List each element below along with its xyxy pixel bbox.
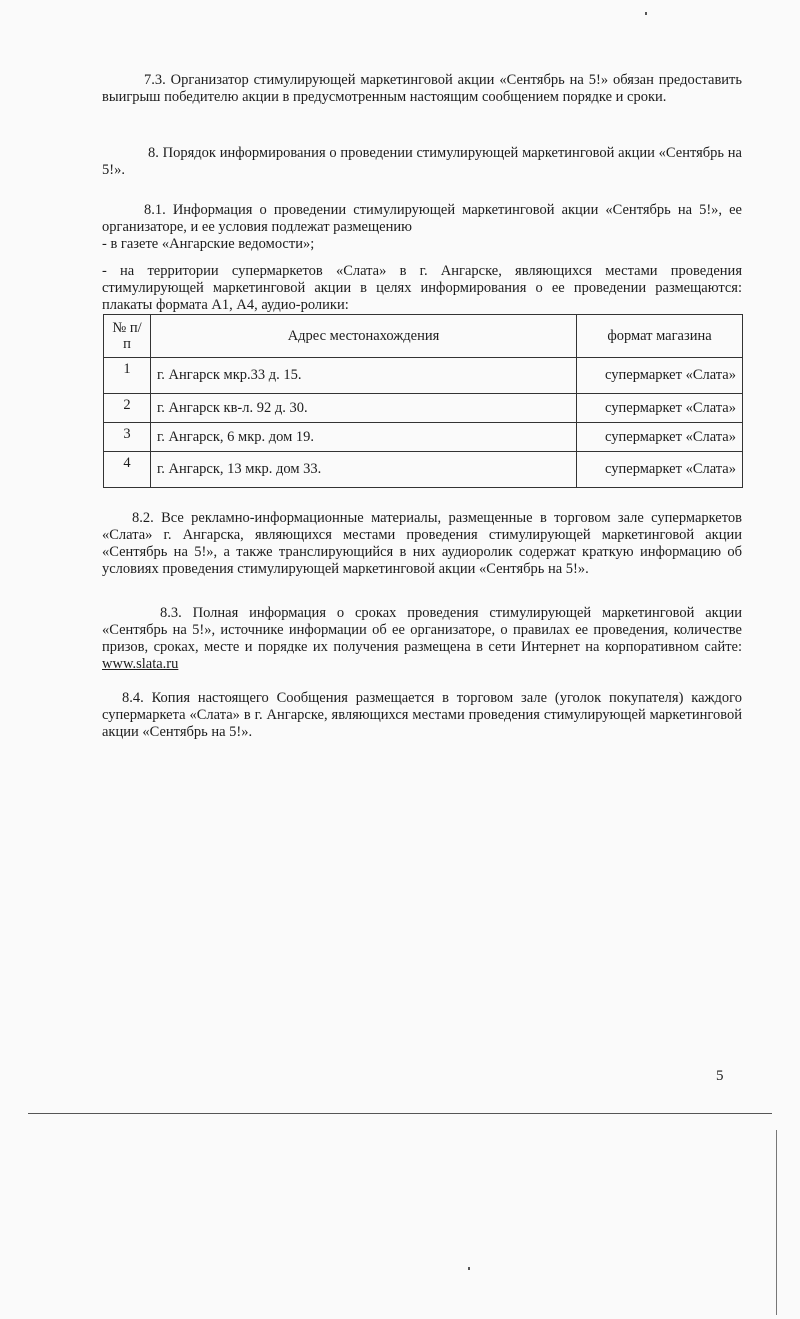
page-number: 5 [716,1068,724,1084]
row-address: г. Ангарск, 13 мкр. дом 33. [151,452,577,488]
paragraph-8-2: 8.2. Все рекламно-информационные материалы, размещенные в торговом зале супермаркетов «Слата» г. Ангарска, являющихся местами проведения стимулирующей маркетинговой акции «Сентябрь на 5!», а также транслирующийся в них аудиоролик содержат краткую информацию об условиях проведения стимулирующей маркетинговой акции «Сентябрь на 5!». [102,510,742,577]
row-address: г. Ангарск мкр.33 д. 15. [151,358,577,394]
row-number: 2 [104,394,151,423]
row-number: 3 [104,423,151,452]
paragraph-8-1-bullet-newspaper: - в газете «Ангарские ведомости»; [102,236,315,252]
row-address: г. Ангарск, 6 мкр. дом 19. [151,423,577,452]
table-header-row [104,315,743,358]
row-format: супермаркет «Слата» [577,394,743,423]
scan-speck [645,12,647,15]
paragraph-8-1-bullet-stores: - на территории супермаркетов «Слата» в г. Ангарске, являющихся местами проведения стимулирующей маркетинговой акции в целях информирования о ее проведении размещаются: плакаты формата А1, А4, аудио-ролики: [102,263,742,313]
table-row [104,452,743,488]
column-header-address: Адрес местонахождения [151,315,577,358]
column-header-number: № п/п [104,315,151,358]
paragraph-8-1-intro: 8.1. Информация о проведении стимулирующей маркетинговой акции «Сентябрь на 5!», ее организаторе, и ее условия подлежат размещению [102,202,742,235]
row-address: г. Ангарск кв-л. 92 д. 30. [151,394,577,423]
column-header-format: формат магазина [577,315,743,358]
row-format: супермаркет «Слата» [577,423,743,452]
section-8-heading: 8. Порядок информирования о проведении стимулирующей маркетинговой акции «Сентябрь на 5!». [102,145,742,178]
paragraph-8-3 [102,605,742,673]
row-format: супермаркет «Слата» [577,358,743,394]
row-number: 1 [104,358,151,394]
row-format: супермаркет «Слата» [577,452,743,488]
row-number: 4 [104,452,151,488]
table-row [104,394,743,423]
table-row [104,423,743,452]
paragraph-7-3: 7.3. Организатор стимулирующей маркетинговой акции «Сентябрь на 5!» обязан предоставить выигрыш победителю акции в предусмотренным настоящим сообщением порядке и сроки. [102,72,742,105]
paragraph-8-4: 8.4. Копия настоящего Сообщения размещается в торговом зале (уголок покупателя) каждого супермаркета «Слата» в г. Ангарске, являющихся местами проведения стимулирующей маркетинговой акции «Сентябрь на 5!». [102,690,742,740]
scan-edge-line [28,1113,772,1114]
paragraph-8-3-text: 8.3. Полная информация о сроках проведения стимулирующей маркетинговой акции «Сентябрь на 5!», источнике информации об ее организаторе, о правилах ее проведения, количестве призов, сроках, месте и порядке их получения размещена в сети Интернет на корпоративном сайте: [102,605,742,655]
corporate-site-link[interactable]: www.slata.ru [102,656,179,672]
table-row [104,358,743,394]
scan-speck [468,1267,470,1270]
store-address-table [103,314,743,488]
scan-right-edge [776,1130,777,1315]
